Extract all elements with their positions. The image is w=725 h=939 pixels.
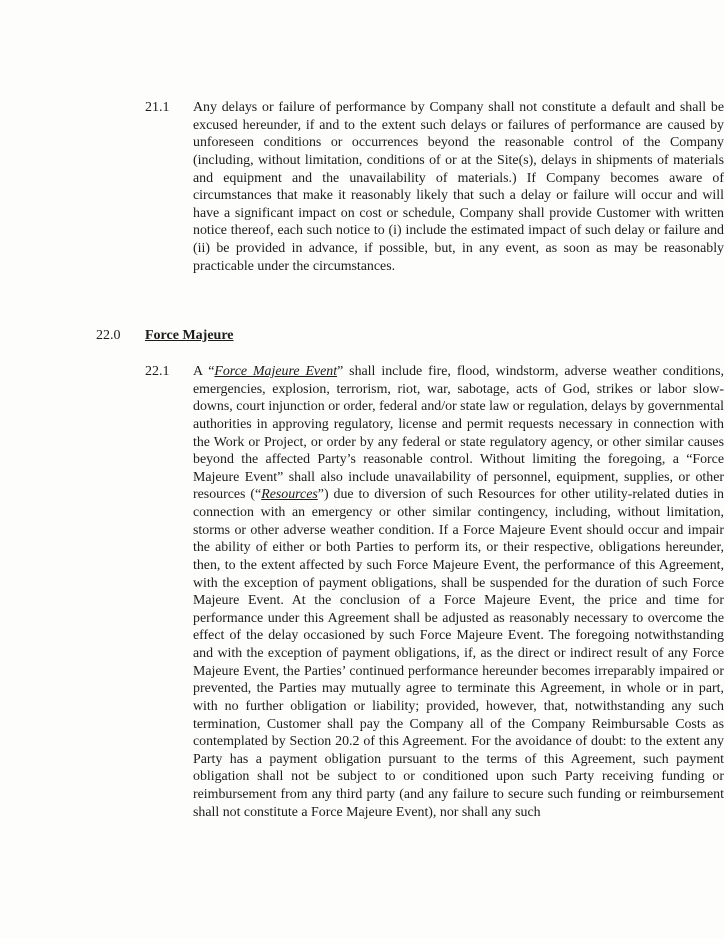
- defined-term-resources: Resources: [261, 487, 318, 503]
- clause-22-1-body: [193, 363, 724, 821]
- clause-22-1-text-part1: A “: [193, 364, 215, 379]
- clause-21-1-body: [193, 99, 724, 275]
- clause-22-1-text-part3: ”) due to diversion of such Resources for other utility-related duties in connection with an emergency or other similar contingency, including, without limitation, storms or other adverse weather condition. If a Force Majeure Event should occur and impair the ability of either or both Parties to perform its, or their respective, obligations hereunder, then, to the extent affected by such Force Majeure Event, the performance of this Agreement, with the exception of payment obligations, shall be suspended for the duration of such Force Majeure Event. At the conclusion of a Force Majeure Event, the price and time for performance under this Agreement shall be adjusted as reasonably necessary to overcome the effect of the delay occasioned by such Force Majeure Event. The foregoing notwithstanding and with the exception of payment obligations, if, as the direct or indirect result of any Force Majeure Event, the Parties’ continued performance hereunder becomes irreparably impaired or prevented, the Parties may mutually agree to terminate this Agreement, in whole or in part, with no further obligation or liability; provided, however, that, notwithstanding any such termination, Customer shall pay the Company all of the Company Reimbursable Costs as contemplated by Section 20.2 of this Agreement. For the avoidance of doubt: to the extent any Party has a payment obligation pursuant to the terms of this Agreement, such payment obligation shall not be subject to or conditioned upon such Party receiving funding or reimbursement from any third party (and any failure to secure such funding or reimbursement shall not constitute a Force Majeure Event), nor shall any such: [193, 487, 724, 820]
- clause-22-1-text: [193, 363, 724, 821]
- page-bottom-edge: [0, 930, 725, 939]
- clause-22-1-text-part2: ” shall include fire, flood, windstorm, adverse weather conditions, emergencies, explosion, terrorism, riot, war, sabotage, acts of God, strikes or labor slow-downs, court injunction or order, federal and/or state law or regulation, delays by governmental authorities in approving regulatory, license and permit requests necessary in connection with the Work or Project, or order by any federal or state regulatory agency, or other similar causes beyond the affected Party’s reasonable control. Without limiting the foregoing, a “Force Majeure Event” shall also include unavailability of personnel, equipment, supplies, or other resources (“: [193, 364, 724, 503]
- section-heading-force-majeure: Force Majeure: [145, 328, 234, 343]
- clause-number-22-1: 22.1: [145, 364, 170, 379]
- clause-number-21-1: 21.1: [145, 100, 170, 115]
- clause-21-1-text: Any delays or failure of performance by Company shall not constitute a default and shall be excused hereunder, if and to the extent such delays or failures of performance are caused by unforeseen conditions or occurrences beyond the reasonable control of the Company (including, without limitation, conditions of or at the Site(s), delays in shipments of materials and equipment and the unavailability of materials.) If Company becomes aware of circumstances that make it reasonably likely that such a delay or failure will occur and will have a significant impact on cost or schedule, Company shall provide Customer with written notice thereof, each such notice to (i) include the estimated impact of such delay or failure and (ii) be provided in advance, if possible, but, in any event, as soon as may be reasonably practicable under the circumstances.: [193, 100, 724, 274]
- section-number-22: 22.0: [96, 328, 121, 343]
- defined-term-force-majeure-event: Force Majeure Event: [214, 364, 338, 379]
